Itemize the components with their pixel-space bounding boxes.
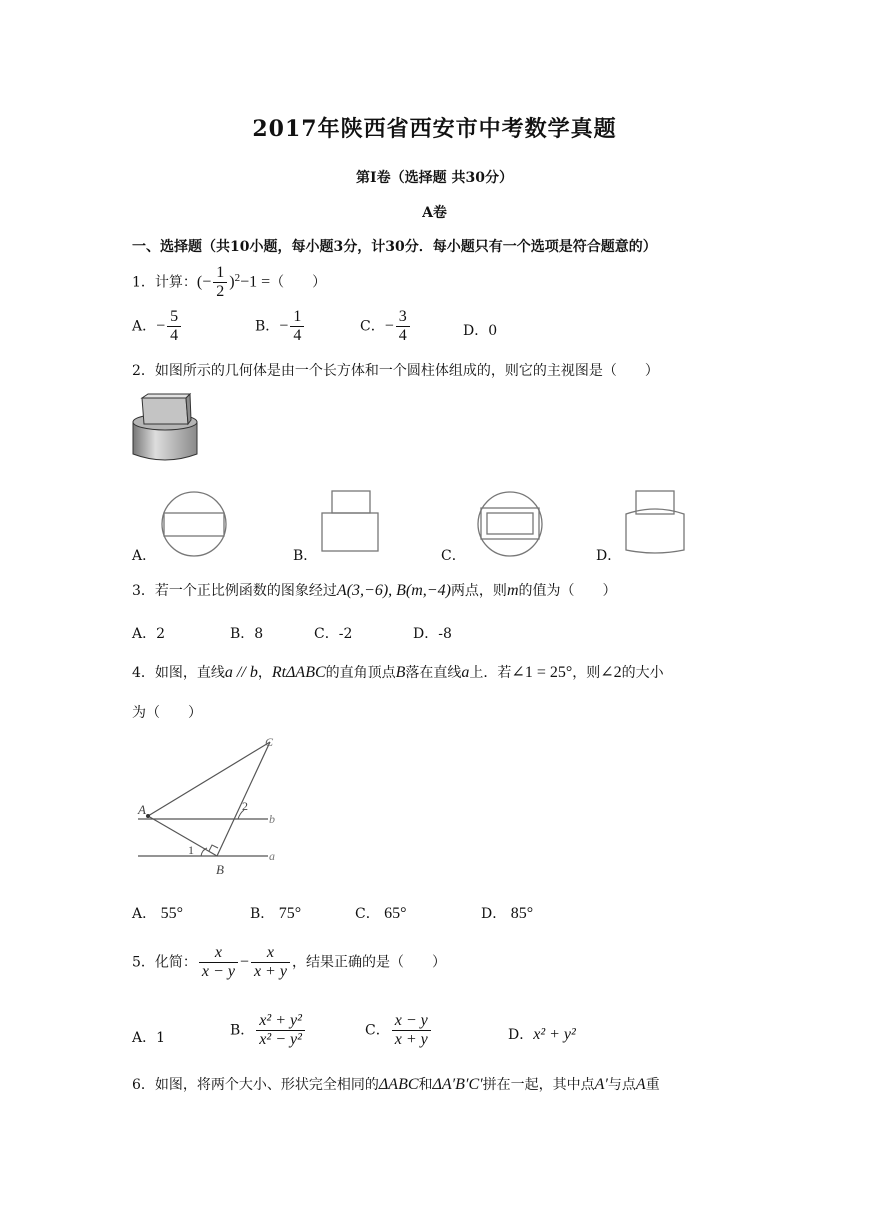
option-sign: − xyxy=(156,317,166,335)
q6-math-2: ΔA′B′C′ xyxy=(432,1076,483,1093)
frac-den: x + y xyxy=(251,962,290,981)
label-line-b: b xyxy=(269,812,275,826)
q4-line-2: 为（ ） xyxy=(132,705,202,721)
frac-num: 3 xyxy=(398,308,407,325)
frac-den: x + y xyxy=(392,1030,431,1049)
frac-num: x − y xyxy=(394,1012,428,1029)
q1-blank: （ ） xyxy=(270,274,327,291)
option-value: 75° xyxy=(278,905,302,922)
q6-text-5: 重 xyxy=(645,1077,660,1093)
q6-text-4: 与点 xyxy=(607,1077,636,1093)
paper-subtitle: 第Ⅰ卷（选择题 共30分） xyxy=(356,170,513,186)
q4-text-1: 4．如图，直线 xyxy=(132,665,225,681)
q4-math-triangle: RtΔABC xyxy=(271,664,326,681)
q4-text-4: 落在直线 xyxy=(405,665,462,681)
q6-text-3: 拼在一起，其中点 xyxy=(482,1077,595,1093)
option-letter: C． xyxy=(355,906,380,922)
question-4 xyxy=(132,662,664,682)
q5-option-d[interactable] xyxy=(508,1024,576,1044)
label-point-a: A xyxy=(138,802,146,817)
q6-math-4: A xyxy=(635,1076,646,1093)
q4-math-parallel: a // b xyxy=(224,664,258,681)
section-a-label: A卷 xyxy=(422,205,447,221)
question-6 xyxy=(132,1074,660,1094)
option-value: 85° xyxy=(510,905,534,922)
q3-points: A(3,−6), B(m,−4) xyxy=(336,582,451,599)
option-fraction xyxy=(396,308,410,345)
frac-num: x² + y² xyxy=(259,1012,302,1029)
option-letter: A． xyxy=(132,906,157,922)
option-value: 65° xyxy=(384,905,407,922)
q3-prefix: 3．若一个正比例函数的图象经过 xyxy=(132,583,337,599)
q5-fraction-1 xyxy=(199,944,238,981)
q5-prefix: 5．化简： xyxy=(132,954,197,971)
q2-option-a-figure[interactable] xyxy=(158,488,230,560)
q3-option-d[interactable]: D．-8 xyxy=(413,626,452,642)
q2-option-d[interactable]: D． xyxy=(596,548,622,564)
option-sign: − xyxy=(384,317,394,335)
option-letter: B． xyxy=(250,906,275,922)
option-letter: D． xyxy=(463,323,489,339)
q4-text-5: 上．若 xyxy=(469,665,512,681)
option-letter: C． xyxy=(365,1022,390,1039)
frac-num: x xyxy=(266,944,274,961)
q4-text-3: 的直角顶点 xyxy=(325,665,396,681)
q2-option-c[interactable]: C． xyxy=(441,548,466,564)
frac-num: 5 xyxy=(170,308,179,325)
frac-den: 4 xyxy=(396,326,410,345)
label-point-c: C xyxy=(265,735,274,749)
q1-paren-open: (− xyxy=(196,273,212,291)
q1-exponent: 2 xyxy=(234,271,241,284)
q5-option-c[interactable] xyxy=(365,1012,433,1049)
q4-math-angle2: ∠2 xyxy=(600,664,622,681)
option-fraction xyxy=(256,1012,305,1049)
q1-option-c[interactable] xyxy=(360,308,412,345)
q1-tail: −1 = xyxy=(240,273,271,291)
question-2: 2．如图所示的几何体是由一个长方体和一个圆柱体组成的，则它的主视图是（ ） xyxy=(132,363,659,379)
label-point-b: B xyxy=(216,862,224,877)
section-heading: 一、选择题（共10小题，每小题3分，计30分．每小题只有一个选项是符合题意的） xyxy=(132,239,657,255)
q4-math-b: B xyxy=(395,664,406,681)
q2-option-b-figure[interactable] xyxy=(318,488,382,554)
q6-math-3: A′ xyxy=(594,1076,608,1093)
q1-frac-num: 1 xyxy=(216,264,225,281)
option-value: 55° xyxy=(160,905,183,922)
q3-mid: 两点，则 xyxy=(450,583,507,599)
frac-num: x xyxy=(214,944,222,961)
option-sign: − xyxy=(279,317,289,335)
q3-option-a[interactable]: A．2 xyxy=(132,626,166,642)
q3-var: m xyxy=(506,582,519,599)
option-fraction xyxy=(290,308,304,345)
frac-den: 4 xyxy=(167,326,181,345)
q5-fraction-2 xyxy=(251,944,290,981)
q1-option-d[interactable] xyxy=(463,320,497,340)
option-fraction xyxy=(392,1012,431,1049)
q6-text-2: 和 xyxy=(418,1077,433,1093)
option-letter: D． xyxy=(481,906,507,922)
q3-tail: 的值为（ ） xyxy=(518,583,617,599)
q1-fraction xyxy=(213,264,227,301)
label-line-a: a xyxy=(269,849,275,863)
q6-math-1: ΔABC xyxy=(378,1076,419,1093)
q4-option-c[interactable] xyxy=(355,903,407,923)
frac-den: x − y xyxy=(199,962,238,981)
question-5 xyxy=(132,944,446,981)
q1-paren-close: ) xyxy=(229,273,235,291)
q2-solid-figure xyxy=(130,392,200,464)
q4-option-d[interactable] xyxy=(481,903,533,923)
option-letter: D． xyxy=(508,1027,534,1043)
q1-option-a[interactable] xyxy=(132,308,183,345)
q4-option-a[interactable] xyxy=(132,903,183,923)
question-3 xyxy=(132,580,617,600)
q2-option-b[interactable]: B． xyxy=(293,548,318,564)
q1-frac-den: 2 xyxy=(213,282,227,301)
q6-text-1: 6．如图，将两个大小、形状完全相同的 xyxy=(132,1077,379,1093)
option-letter: C． xyxy=(360,318,385,335)
option-text: 0 xyxy=(488,323,498,339)
q3-option-b[interactable]: B．8 xyxy=(230,626,264,642)
q5-option-a[interactable]: A．1 xyxy=(132,1030,166,1046)
q2-option-c-figure[interactable] xyxy=(474,488,546,560)
q2-option-a[interactable]: A． xyxy=(132,548,157,564)
q5-option-b[interactable] xyxy=(230,1012,307,1049)
page-title: 2017年陕西省西安市中考数学真题 xyxy=(252,116,617,142)
frac-num: 1 xyxy=(293,308,302,325)
q4-math-a: a xyxy=(461,664,470,681)
q4-text-2: ， xyxy=(257,665,272,681)
label-angle-1: 1 xyxy=(188,843,194,857)
q4-geometry-figure xyxy=(132,732,282,882)
q2-option-d-figure[interactable] xyxy=(622,488,688,556)
frac-den: x² − y² xyxy=(256,1030,305,1049)
question-1 xyxy=(132,264,326,301)
q4-option-b[interactable] xyxy=(250,903,301,923)
option-letter: B． xyxy=(230,1022,255,1039)
q3-option-c[interactable]: C．-2 xyxy=(314,626,353,642)
label-angle-2: 2 xyxy=(242,799,248,813)
frac-den: 4 xyxy=(290,326,304,345)
q4-text-6: ，则 xyxy=(572,665,601,681)
q1-option-b[interactable] xyxy=(255,308,306,345)
option-letter: A． xyxy=(132,318,157,335)
q5-tail: ，结果正确的是（ ） xyxy=(291,954,446,971)
option-math: x² + y² xyxy=(533,1026,576,1043)
option-letter: B． xyxy=(255,318,280,335)
q4-text-7: 的大小 xyxy=(621,665,664,681)
q5-minus: − xyxy=(239,953,249,971)
q1-prefix: 1．计算： xyxy=(132,274,197,291)
option-fraction xyxy=(167,308,181,345)
q4-math-angle1: ∠1 = 25° xyxy=(511,664,573,681)
